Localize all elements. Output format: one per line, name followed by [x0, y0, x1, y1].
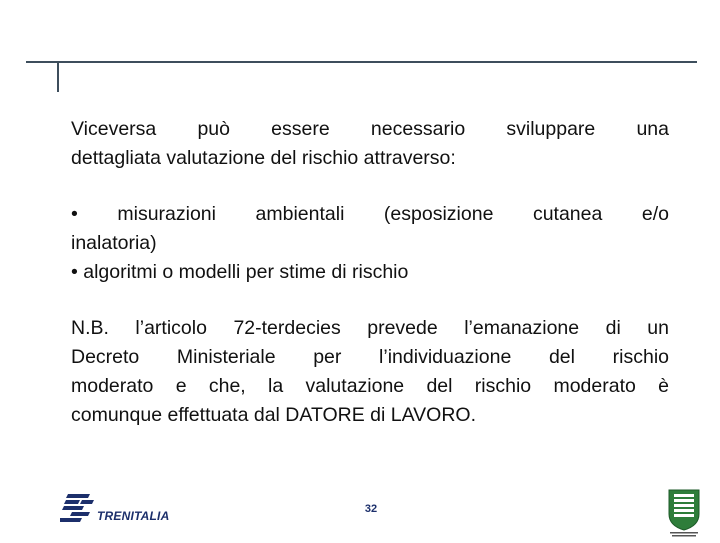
paragraph-intro-line-1: Viceversa può essere necessario sviluppare una [71, 118, 669, 140]
paragraph-note-line-3: moderato e che, la valutazione del rischio moderato è [71, 375, 669, 397]
university-crest-icon [666, 488, 702, 538]
paragraph-intro [71, 115, 669, 173]
paragraph-note-line-1: N.B. l’articolo 72-terdecies prevede l’emanazione di un [71, 317, 669, 339]
header-rule [26, 61, 697, 63]
bullet-algoritmi: • algoritmi o modelli per stime di rischio [71, 261, 409, 283]
university-crest [666, 488, 702, 538]
bullet-misurazioni: • misurazioni ambientali (esposizione cutanea e/o [71, 203, 669, 225]
paragraph-methods [71, 200, 669, 287]
trenitalia-wordmark: TRENITALIA [97, 509, 170, 523]
paragraph-note [71, 314, 669, 430]
trenitalia-logo [60, 490, 190, 526]
page-number: 32 [364, 503, 378, 515]
paragraph-note-line-4: comunque effettuata dal DATORE di LAVORO. [71, 404, 477, 426]
paragraph-note-line-2: Decreto Ministeriale per l’individuazione del rischio [71, 346, 669, 368]
header-tick [57, 62, 59, 92]
fs-trenitalia-logo-icon [60, 490, 96, 526]
slide-body [71, 115, 669, 430]
bullet-misurazioni-cont: inalatoria) [71, 232, 157, 254]
paragraph-intro-line-2: dettagliata valutazione del rischio attraverso: [71, 147, 456, 169]
